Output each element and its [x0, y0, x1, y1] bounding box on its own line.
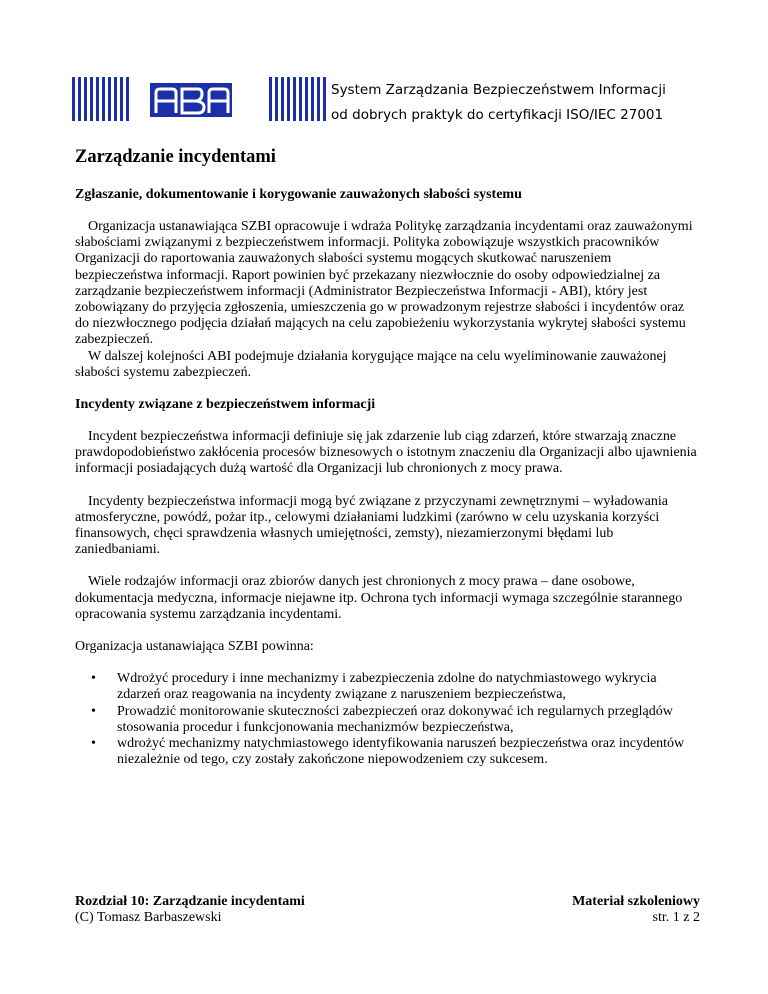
header-line-2: od dobrych praktyk do certyfikacji ISO/IEC 27001 — [331, 107, 664, 123]
footer-chapter: Rozdział 10: Zarządzanie incydentami — [75, 894, 305, 909]
paragraph: Organizacja ustanawiająca SZBI opracowuje i wdraża Politykę zarządzania incydentami oraz zauważonymi słabościami związanymi z bezpieczeństwem informacji. Polityka zobowiązuje wszystkich pracowników Organizacji do raportowania zauważonych słabości systemu mogących skutkować naruszeniem bezpieczeństwa informacji. Raport powinien być przekazany niezwłocznie do osoby odpowiedzialnej za zarządzanie bezpieczeństwem informacji (Administrator Bezpieczeństwa Informacji - ABI), który jest zobowiązany do przyjęcia zgłoszenia, umieszczenia go w prowadzonym rejestrze słabości i incydentów oraz do niezwłocznego podjęcia działań mających na celu zapobieżeniu wykorzystania wykrytej słabości systemu zabezpieczeń. — [75, 219, 693, 348]
list-item — [75, 736, 700, 768]
list-item — [75, 704, 700, 736]
footer-copyright: (C) Tomasz Barbaszewski — [75, 910, 222, 925]
list-item — [75, 671, 700, 703]
paragraph: W dalszej kolejności ABI podejmuje działania korygujące mające na celu wyeliminowanie zauważonej słabości systemu zabezpieczeń. — [75, 348, 667, 380]
svg-text:ABA: ABA — [191, 121, 194, 122]
section-weakness-reporting-body — [75, 219, 700, 381]
requirements-list — [75, 671, 700, 768]
footer-material-type: Materiał szkoleniowy — [572, 894, 700, 909]
paragraph: Incydenty bezpieczeństwa informacji mogą być związane z przyczynami zewnętrznymi – wyładowania atmosferyczne, powódź, pożar itp., celowymi działaniami ludzkimi (zarówno w celu uzyskania korzyści finansowych, chęci sprawdzenia własnych umiejętności, zemsty), niezamierzonymi błędami lub zaniedbaniami. — [75, 493, 668, 558]
header-title-block — [331, 78, 666, 128]
section-heading-weakness-reporting: Zgłaszanie, dokumentowanie i korygowanie zauważonych słabości systemu — [75, 187, 522, 202]
paragraph: Incydent bezpieczeństwa informacji definiuje się jak zdarzenie lub ciąg zdarzeń, które stwarzają znaczne prawdopodobieństwo zakłócenia procesów biznesowych o istotnym znaczeniu dla Organizacji albo ujawnienia informacji posiadających dużą wartość dla Organizacji lub chronionych z mocy prawa. — [75, 429, 697, 477]
list-item-text: Prowadzić monitorowanie skuteczności zabezpieczeń oraz dokonywać ich regularnych przeglądów stosowania procedur i funkcjonowania mechanizmów bezpieczeństwa, — [117, 703, 673, 735]
bullet-icon: • — [91, 736, 96, 752]
list-item-text: wdrożyć mechanizmy natychmiastowego identyfikowania naruszeń bezpieczeństwa oraz incydentów niezależnie od tego, czy zostały zakończone niepowodzeniem czy sukcesem. — [117, 736, 685, 768]
aba-logo — [72, 77, 326, 121]
document-body — [75, 146, 700, 768]
document-header — [72, 72, 700, 123]
footer-right — [572, 894, 700, 926]
footer-page-number: str. 1 z 2 — [652, 910, 700, 925]
bullet-icon: • — [91, 703, 96, 719]
section-heading-security-incidents: Incydenty związane z bezpieczeństwem informacji — [75, 397, 376, 413]
page-title: Zarządzanie incydentami — [75, 147, 276, 167]
list-item-text: Wdrożyć procedury i inne mechanizmy i zabezpieczenia zdolne do natychmiastowego wykrycia zdarzeń oraz reagowania na incydenty związane z naruszeniem bezpieczeństwa, — [117, 671, 657, 703]
footer-left — [75, 894, 305, 926]
header-line-1: System Zarządzania Bezpieczeństwem Informacji — [331, 82, 666, 98]
list-intro: Organizacja ustanawiająca SZBI powinna: — [75, 639, 314, 655]
paragraph: Wiele rodzajów informacji oraz zbiorów danych jest chronionych z mocy prawa – dane osobowe, dokumentacja medyczna, informacje niejawne itp. Ochrona tych informacji wymaga szczególnie starannego opracowania systemu zarządzania incydentami. — [75, 574, 683, 622]
bullet-icon: • — [91, 671, 96, 687]
